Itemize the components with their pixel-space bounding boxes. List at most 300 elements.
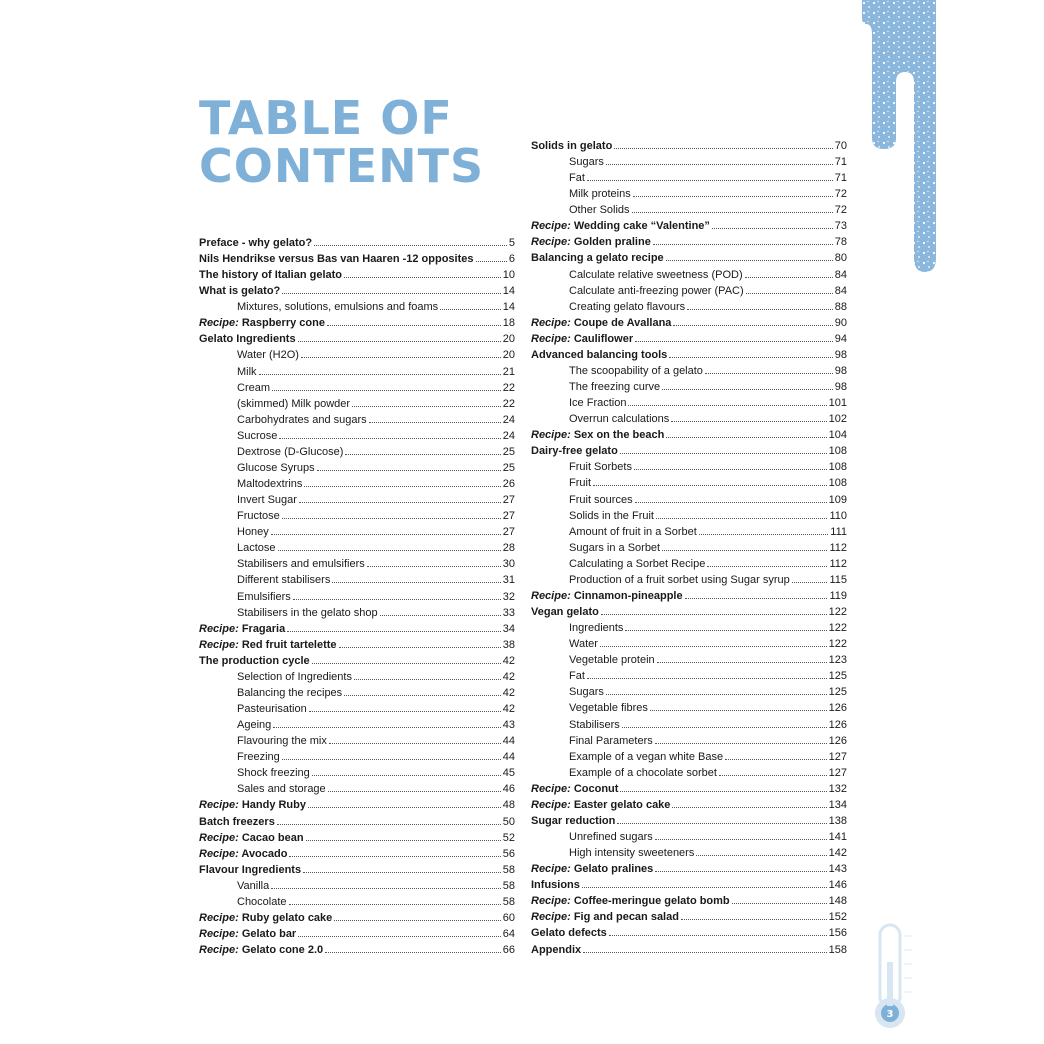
recipe-title: Cauliflower	[573, 332, 634, 345]
toc-entry-label: Mixtures, solutions, emulsions and foams	[237, 301, 439, 314]
recipe-title: Fragaria	[241, 622, 286, 635]
dot-leader	[314, 235, 507, 246]
toc-entry[interactable]	[237, 669, 515, 685]
dot-leader	[282, 749, 501, 760]
toc-entry-label: Freezing	[237, 751, 280, 764]
toc-entry-label: Preface - why gelato?	[199, 237, 313, 249]
toc-entry[interactable]	[569, 154, 847, 170]
toc-entry-label: Calculate relative sweetness (POD)	[569, 268, 743, 281]
dot-leader	[635, 331, 833, 342]
toc-entry[interactable]	[531, 443, 847, 459]
toc-entry-label: (skimmed) Milk powder	[237, 397, 351, 410]
toc-entry[interactable]	[237, 589, 515, 605]
toc-entry-label: Milk proteins	[569, 188, 631, 201]
toc-page-number: 38	[502, 638, 515, 651]
toc-entry-label: Fruit sources	[569, 493, 633, 506]
dot-leader	[299, 492, 501, 503]
thermometer-icon	[872, 922, 926, 1032]
recipe-title: Cacao bean	[241, 831, 304, 844]
dot-leader	[303, 862, 501, 873]
recipe-prefix: Recipe:	[531, 798, 571, 811]
recipe-title: Easter gelato cake	[573, 798, 671, 811]
toc-entry[interactable]	[237, 380, 515, 396]
toc-entry-label: Fruit Sorbets	[569, 461, 632, 474]
dot-leader	[655, 829, 827, 840]
toc-entry[interactable]	[531, 347, 847, 363]
toc-entry[interactable]	[199, 797, 515, 813]
toc-entry-label: The scoopability of a gelato	[569, 364, 703, 377]
recipe-title: Handy Ruby	[241, 799, 306, 812]
dot-leader	[620, 781, 826, 792]
toc-entry[interactable]	[531, 909, 847, 925]
toc-entry[interactable]	[199, 830, 515, 846]
toc-entry-label: Emulsifiers	[237, 590, 291, 603]
toc-page-number: 24	[502, 429, 515, 442]
toc-page-number: 31	[502, 574, 515, 587]
recipe-prefix: Recipe:	[199, 911, 239, 924]
toc-page-number: 108	[828, 477, 847, 490]
toc-entry-label: Nils Hendrikse versus Bas van Haaren -12 opposites	[199, 253, 474, 266]
toc-entry-label	[531, 315, 671, 331]
toc-entry[interactable]	[569, 475, 847, 491]
toc-entry[interactable]	[569, 829, 847, 845]
dot-leader	[620, 443, 827, 454]
toc-entry-label: The history of Italian gelato	[199, 269, 343, 282]
toc-page-number: 109	[828, 493, 847, 506]
toc-page-number: 112	[829, 557, 847, 570]
toc-page-number: 27	[502, 494, 515, 507]
toc-page-number: 90	[834, 316, 847, 329]
toc-entry-label: Vegetable fibres	[569, 702, 648, 715]
recipe-title: Cinnamon-pineapple	[573, 589, 683, 602]
toc-page-number: 22	[502, 397, 515, 410]
toc-entry[interactable]	[531, 331, 847, 347]
dot-leader	[666, 427, 826, 438]
toc-page-number: 14	[502, 301, 515, 314]
toc-page-number: 43	[502, 719, 515, 732]
toc-entry[interactable]	[569, 636, 847, 652]
toc-entry-label: Gelato defects	[531, 927, 607, 940]
toc-entry-label	[199, 910, 332, 926]
dot-leader	[653, 234, 833, 245]
toc-page-number: 42	[502, 686, 515, 699]
recipe-prefix: Recipe:	[531, 782, 571, 795]
toc-page-number: 73	[834, 220, 847, 233]
toc-entry[interactable]	[569, 572, 847, 588]
toc-entry[interactable]	[569, 267, 847, 283]
toc-entry[interactable]	[237, 476, 515, 492]
toc-entry[interactable]	[237, 717, 515, 733]
recipe-title: Gelato cone 2.0	[241, 944, 324, 957]
toc-entry[interactable]	[569, 684, 847, 700]
dot-leader	[655, 861, 826, 872]
toc-entry-label: Lactose	[237, 542, 276, 555]
dot-leader	[317, 460, 501, 471]
recipe-title: Coffee-meringue gelato bomb	[573, 895, 730, 908]
toc-entry[interactable]	[199, 814, 515, 830]
toc-entry[interactable]	[531, 604, 847, 620]
toc-entry[interactable]	[531, 234, 847, 250]
toc-entry-label	[199, 637, 337, 653]
dot-leader	[309, 701, 501, 712]
toc-entry-label: Other Solids	[569, 204, 630, 217]
toc-entry[interactable]	[199, 283, 515, 299]
toc-entry[interactable]	[569, 556, 847, 572]
toc-entry-label	[199, 621, 285, 637]
dot-leader	[657, 652, 827, 663]
recipe-prefix: Recipe:	[531, 220, 571, 233]
toc-entry[interactable]	[569, 524, 847, 540]
toc-entry[interactable]	[237, 765, 515, 781]
dot-leader	[699, 524, 828, 535]
recipe-prefix: Recipe:	[531, 895, 571, 908]
toc-entry-label: Infusions	[531, 879, 580, 892]
dot-leader	[633, 186, 833, 197]
toc-entry-label: Water	[569, 638, 598, 651]
toc-entry[interactable]	[199, 251, 515, 267]
recipe-title: Raspberry cone	[241, 317, 325, 330]
recipe-prefix: Recipe:	[199, 317, 239, 330]
dot-leader	[672, 797, 826, 808]
recipe-prefix: Recipe:	[199, 622, 239, 635]
toc-page-number: 122	[828, 638, 847, 651]
toc-page-number: 25	[502, 445, 515, 458]
toc-entry-label: Calculate anti-freezing power (PAC)	[569, 284, 744, 297]
toc-entry-label	[531, 797, 670, 813]
toc-entry-label: Solids in the Fruit	[569, 509, 654, 522]
dot-leader	[746, 283, 833, 294]
dot-leader	[632, 202, 833, 213]
toc-entry-label	[531, 893, 730, 909]
toc-entry[interactable]	[237, 556, 515, 572]
dot-leader	[587, 170, 833, 181]
dot-leader	[301, 347, 501, 358]
toc-entry-label: Fruit	[569, 477, 591, 490]
toc-entry[interactable]	[237, 364, 515, 380]
recipe-title: Avocado	[241, 847, 288, 860]
dot-leader	[259, 364, 501, 375]
toc-entry[interactable]	[237, 492, 515, 508]
toc-entry-label: Stabilisers	[569, 718, 620, 731]
dot-leader	[635, 492, 827, 503]
toc-page-number: 78	[834, 236, 847, 249]
toc-entry-label	[199, 926, 296, 942]
toc-entry-label: Fat	[569, 670, 585, 683]
toc-page-number: 125	[828, 670, 847, 683]
toc-page-number: 94	[834, 332, 847, 345]
dot-leader	[369, 412, 501, 423]
toc-page-number: 104	[828, 429, 847, 442]
toc-page-number: 138	[828, 814, 847, 827]
toc-entry[interactable]	[569, 492, 847, 508]
dot-leader	[327, 315, 501, 326]
toc-entry[interactable]	[237, 396, 515, 412]
recipe-title: Gelato bar	[241, 928, 297, 940]
recipe-title: Coupe de Avallana	[573, 316, 672, 329]
dot-leader	[707, 556, 827, 567]
toc-entry-label: Stabilisers in the gelato shop	[237, 606, 378, 619]
toc-page-number: 126	[828, 702, 847, 715]
toc-entry[interactable]	[237, 701, 515, 717]
toc-entry-label: Water (H2O)	[237, 349, 299, 362]
toc-page-number: 14	[502, 285, 515, 298]
toc-entry[interactable]	[531, 893, 847, 909]
toc-page-number: 44	[502, 735, 515, 748]
toc-entry-label: Example of a vegan white Base	[569, 750, 724, 763]
dot-leader	[293, 589, 501, 600]
toc-entry[interactable]	[569, 765, 847, 781]
toc-page-number: 143	[828, 863, 847, 876]
toc-entry[interactable]	[569, 668, 847, 684]
dot-leader	[325, 942, 501, 953]
toc-entry[interactable]	[237, 733, 515, 749]
toc-entry[interactable]	[199, 235, 515, 251]
toc-entry[interactable]	[199, 846, 515, 862]
toc-entry-label: Batch freezers	[199, 815, 275, 828]
dot-leader	[725, 749, 827, 760]
toc-entry-label	[199, 315, 325, 331]
toc-entry-label: Sales and storage	[237, 783, 326, 796]
toc-entry[interactable]	[569, 363, 847, 379]
toc-entry-label: Calculating a Sorbet Recipe	[569, 557, 706, 570]
toc-page-number: 110	[829, 509, 847, 522]
toc-entry[interactable]	[237, 428, 515, 444]
dot-leader	[745, 267, 833, 278]
dot-leader	[308, 797, 501, 808]
toc-page-number: 123	[828, 654, 847, 667]
dot-leader	[600, 636, 827, 647]
dot-leader	[298, 331, 501, 342]
toc-entry[interactable]	[531, 861, 847, 877]
toc-entry-label	[531, 331, 633, 347]
toc-page-number: 134	[828, 798, 847, 811]
toc-entry[interactable]	[199, 637, 515, 653]
toc-entry[interactable]	[569, 508, 847, 524]
dot-leader	[282, 508, 501, 519]
toc-entry[interactable]	[569, 733, 847, 749]
toc-page-number: 122	[828, 606, 847, 619]
toc-entry[interactable]	[531, 138, 847, 154]
toc-entry-label: Sugars	[569, 156, 604, 169]
dot-leader	[440, 299, 501, 310]
toc-entry[interactable]	[569, 652, 847, 668]
toc-entry-label: Sugars	[569, 686, 604, 699]
toc-entry[interactable]	[569, 202, 847, 218]
toc-entry[interactable]	[199, 315, 515, 331]
toc-page-number: 21	[502, 365, 515, 378]
toc-entry-label: Creating gelato flavours	[569, 300, 686, 313]
dot-leader	[625, 620, 826, 631]
toc-entry[interactable]	[569, 749, 847, 765]
toc-entry[interactable]	[531, 250, 847, 266]
dot-leader	[329, 733, 501, 744]
toc-entry-label	[531, 909, 679, 925]
toc-entry[interactable]	[237, 508, 515, 524]
dot-leader	[271, 524, 501, 535]
toc-page-number: 127	[828, 766, 847, 779]
toc-page-number: 70	[834, 140, 847, 152]
toc-entry[interactable]	[237, 878, 515, 894]
toc-entry-label	[531, 781, 618, 797]
toc-page-number: 72	[834, 204, 847, 217]
toc-entry[interactable]	[569, 620, 847, 636]
toc-page-number: 34	[502, 622, 515, 635]
toc-entry[interactable]	[199, 653, 515, 669]
toc-entry[interactable]	[569, 700, 847, 716]
toc-entry[interactable]	[531, 427, 847, 443]
toc-entry-label: Fructose	[237, 510, 280, 523]
toc-entry-label: Balancing the recipes	[237, 686, 343, 699]
dot-leader	[287, 621, 501, 632]
toc-entry[interactable]	[531, 813, 847, 829]
toc-page-number: 18	[502, 317, 515, 330]
toc-entry[interactable]	[531, 797, 847, 813]
toc-entry[interactable]	[237, 749, 515, 765]
toc-entry[interactable]	[237, 540, 515, 556]
toc-page-number: 127	[828, 750, 847, 763]
toc-page-number: 98	[834, 348, 847, 361]
toc-entry-label: Vanilla	[237, 879, 270, 892]
toc-page-number: 60	[502, 911, 515, 924]
toc-entry[interactable]	[237, 894, 515, 910]
toc-entry[interactable]	[237, 460, 515, 476]
toc-entry[interactable]	[237, 347, 515, 363]
toc-entry[interactable]	[237, 781, 515, 797]
toc-entry-label: Amount of fruit in a Sorbet	[569, 525, 697, 538]
dot-leader	[606, 684, 827, 695]
toc-entry-label: Vegan gelato	[531, 606, 599, 619]
dripping-gelato-icon	[862, 0, 938, 275]
toc-entry-label: Dairy-free gelato	[531, 445, 618, 458]
toc-entry-label: Dextrose (D-Glucose)	[237, 445, 344, 458]
toc-entry-label: Unrefined sugars	[569, 831, 653, 843]
toc-entry[interactable]	[569, 540, 847, 556]
dot-leader	[617, 813, 826, 824]
toc-entry[interactable]	[237, 572, 515, 588]
toc-page-number: 58	[502, 879, 515, 892]
toc-entry[interactable]	[199, 926, 515, 942]
toc-entry[interactable]	[569, 299, 847, 315]
toc-entry-label: Overrun calculations	[569, 413, 670, 426]
toc-entry[interactable]	[237, 524, 515, 540]
dot-leader	[792, 572, 828, 583]
toc-entry[interactable]	[569, 170, 847, 186]
recipe-prefix: Recipe:	[199, 847, 239, 860]
toc-entry[interactable]	[199, 862, 515, 878]
toc-entry[interactable]	[569, 186, 847, 202]
toc-entry[interactable]	[199, 331, 515, 347]
toc-page-number: 42	[502, 670, 515, 683]
toc-entry-label	[531, 861, 653, 877]
toc-entry[interactable]	[569, 379, 847, 395]
toc-entry-label: Fat	[569, 172, 585, 185]
dot-leader	[339, 637, 501, 648]
toc-page-number: 26	[502, 478, 515, 491]
toc-page-number: 88	[834, 300, 847, 313]
toc-entry[interactable]	[531, 925, 847, 941]
toc-page-number: 45	[502, 767, 515, 780]
dot-leader	[634, 459, 827, 470]
title-line-2: CONTENTS	[199, 139, 485, 193]
toc-entry[interactable]	[531, 942, 847, 958]
dot-leader	[271, 878, 501, 889]
toc-entry[interactable]	[531, 588, 847, 604]
toc-entry-label: Carbohydrates and sugars	[237, 413, 367, 426]
dot-leader	[476, 251, 507, 262]
dot-leader	[289, 894, 501, 905]
dot-leader	[352, 396, 501, 407]
toc-page-number: 27	[502, 510, 515, 523]
recipe-prefix: Recipe:	[199, 799, 239, 812]
toc-entry[interactable]	[531, 218, 847, 234]
toc-page-number: 33	[502, 606, 515, 619]
toc-entry[interactable]	[569, 411, 847, 427]
dot-leader	[662, 379, 833, 390]
toc-page-number: 122	[828, 622, 847, 635]
dot-leader	[289, 846, 500, 857]
toc-entry[interactable]	[237, 412, 515, 428]
toc-entry[interactable]	[569, 459, 847, 475]
toc-page-number: 20	[502, 349, 515, 362]
page-title	[199, 91, 485, 193]
toc-entry[interactable]	[199, 910, 515, 926]
toc-entry[interactable]	[569, 395, 847, 411]
toc-entry-label: Glucose Syrups	[237, 461, 315, 474]
toc-entry[interactable]	[237, 605, 515, 621]
toc-entry-label: Production of a fruit sorbet using Sugar syrup	[569, 573, 790, 586]
toc-entry[interactable]	[569, 283, 847, 299]
toc-page-number: 126	[828, 734, 847, 747]
dot-leader	[367, 556, 501, 567]
toc-entry-label: The production cycle	[199, 654, 310, 667]
toc-entry[interactable]	[237, 685, 515, 701]
toc-entry-label: Vegetable protein	[569, 654, 655, 667]
toc-entry[interactable]	[531, 877, 847, 893]
dot-leader	[354, 669, 501, 680]
dot-leader	[656, 508, 827, 519]
toc-page-number: 108	[828, 461, 847, 474]
toc-page-number: 42	[502, 703, 515, 716]
toc-entry-label: The freezing curve	[569, 381, 661, 394]
dot-leader	[732, 893, 827, 904]
toc-page-number: 84	[834, 284, 847, 297]
recipe-prefix: Recipe:	[531, 863, 571, 876]
dot-leader	[582, 877, 827, 888]
toc-entry-label: Maltodextrins	[237, 478, 303, 491]
recipe-prefix: Recipe:	[199, 831, 239, 844]
toc-entry[interactable]	[569, 845, 847, 861]
toc-entry-label: Honey	[237, 526, 269, 539]
toc-page-number: 102	[828, 413, 847, 426]
toc-page-number: 22	[502, 381, 515, 394]
toc-page-number: 146	[828, 879, 847, 892]
toc-entry[interactable]	[237, 299, 515, 315]
toc-page-number: 30	[502, 558, 515, 571]
toc-entry[interactable]	[199, 267, 515, 283]
dot-leader	[344, 685, 501, 696]
toc-entry[interactable]	[531, 781, 847, 797]
toc-entry-label: Balancing a gelato recipe	[531, 252, 664, 265]
toc-entry[interactable]	[199, 621, 515, 637]
dot-leader	[312, 765, 501, 776]
recipe-title: Sex on the beach	[573, 429, 665, 442]
toc-entry[interactable]	[237, 444, 515, 460]
dot-leader	[334, 910, 500, 921]
toc-entry[interactable]	[531, 315, 847, 331]
toc-entry[interactable]	[199, 942, 515, 958]
toc-entry[interactable]	[569, 717, 847, 733]
toc-page-number: 152	[828, 911, 847, 924]
